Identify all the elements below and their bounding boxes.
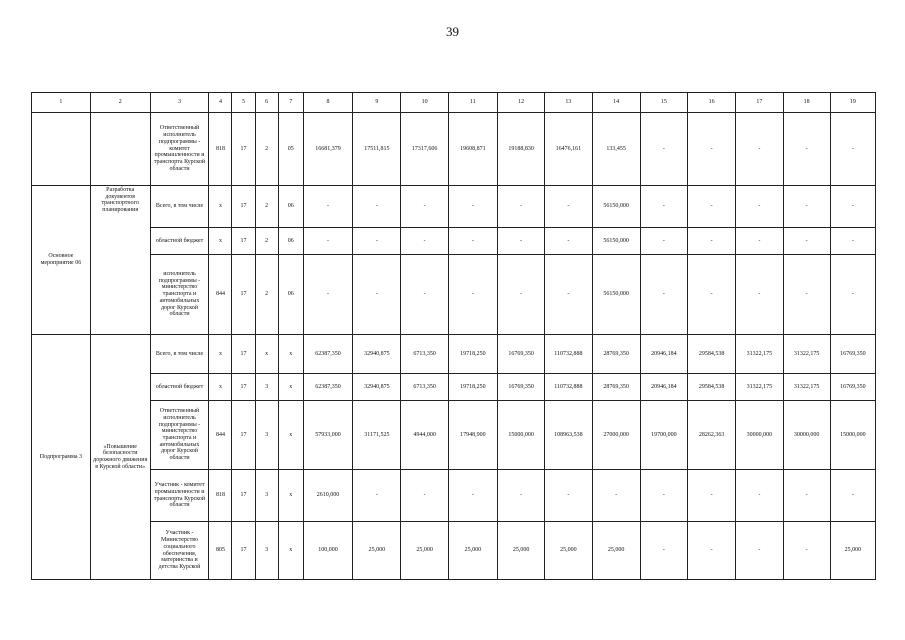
- table-cell: 25,000: [545, 522, 592, 580]
- table-cell: [32, 113, 91, 186]
- column-number: 16: [688, 93, 736, 113]
- column-number: 18: [783, 93, 830, 113]
- table-row: [32, 113, 876, 186]
- table-cell: -: [545, 228, 592, 255]
- table-cell: 56150,000: [592, 255, 640, 335]
- row-description: Ответственный исполнитель подпрограммы - комитет промышленности и транспорта Курской области: [150, 113, 209, 186]
- table-cell: 25,000: [401, 522, 448, 580]
- table-cell: 16769,350: [830, 335, 875, 374]
- table-cell: х: [209, 374, 232, 401]
- subprogram-description: «Повышение безопасности дорожного движения в Курской области»: [90, 335, 150, 580]
- table-cell: -: [783, 470, 830, 522]
- table-cell: 06: [278, 255, 303, 335]
- table-cell: 62387,350: [303, 335, 352, 374]
- row-description: исполнитель подпрограммы - министерство транспорта и автомобильных дорог Курской области: [150, 255, 209, 335]
- table-cell: -: [640, 186, 687, 228]
- column-number: 8: [303, 93, 352, 113]
- column-number: 3: [150, 93, 209, 113]
- column-number: 10: [401, 93, 448, 113]
- table-cell: 19718,250: [448, 374, 497, 401]
- table-cell: -: [688, 186, 736, 228]
- table-cell: 17511,815: [353, 113, 401, 186]
- column-number: 13: [545, 93, 592, 113]
- table-cell: 17: [232, 113, 255, 186]
- event-description: Разработка документов транспортного планирования: [90, 186, 150, 335]
- table-row: [32, 335, 876, 374]
- table-cell: 31322,175: [736, 335, 783, 374]
- table-cell: -: [303, 255, 352, 335]
- table-cell: -: [736, 470, 783, 522]
- row-description: Всего, в том числе: [150, 335, 209, 374]
- column-number: 2: [90, 93, 150, 113]
- table-cell: -: [401, 186, 448, 228]
- table-cell: 17: [232, 186, 255, 228]
- table-cell: 2: [255, 113, 278, 186]
- table-cell: -: [830, 228, 875, 255]
- table-cell: 31171,525: [353, 401, 401, 470]
- table-cell: 25,000: [498, 522, 545, 580]
- table-cell: -: [303, 186, 352, 228]
- table-cell: 17: [232, 470, 255, 522]
- row-description: Участник - комитет промышленности и транспорта Курской области: [150, 470, 209, 522]
- table-cell: 17: [232, 335, 255, 374]
- column-number: 6: [255, 93, 278, 113]
- table-cell: 19718,250: [448, 335, 497, 374]
- table-row: [32, 255, 876, 335]
- table-cell: 110732,888: [545, 374, 592, 401]
- column-number: 19: [830, 93, 875, 113]
- table-cell: 56150,000: [592, 186, 640, 228]
- table-cell: 100,000: [303, 522, 352, 580]
- table-row: [32, 522, 876, 580]
- table-cell: -: [401, 470, 448, 522]
- table-cell: 2: [255, 228, 278, 255]
- table-cell: 05: [278, 113, 303, 186]
- table-cell: 06: [278, 186, 303, 228]
- table-cell: -: [640, 255, 687, 335]
- subprogram-label: Подпрограмма 3: [32, 335, 91, 580]
- column-number: 11: [448, 93, 497, 113]
- table-cell: -: [353, 186, 401, 228]
- table-cell: 2: [255, 255, 278, 335]
- table-cell: 27000,000: [592, 401, 640, 470]
- table-cell: 16769,350: [498, 335, 545, 374]
- table-cell: х: [278, 374, 303, 401]
- table-cell: 28262,363: [688, 401, 736, 470]
- table-cell: х: [209, 228, 232, 255]
- table-cell: 15000,000: [830, 401, 875, 470]
- table-cell: -: [303, 228, 352, 255]
- table-row: [32, 228, 876, 255]
- table-cell: 25,000: [353, 522, 401, 580]
- column-number: 15: [640, 93, 687, 113]
- column-number: 9: [353, 93, 401, 113]
- table-cell: х: [278, 335, 303, 374]
- table-cell: -: [401, 255, 448, 335]
- table-cell: 30000,000: [736, 401, 783, 470]
- table-cell: 17: [232, 401, 255, 470]
- table-cell: -: [353, 255, 401, 335]
- row-description: Всего, в том числе: [150, 186, 209, 228]
- table-cell: -: [783, 113, 830, 186]
- table-cell: -: [783, 228, 830, 255]
- table-cell: -: [830, 113, 875, 186]
- table-cell: -: [640, 522, 687, 580]
- table-cell: 20946,184: [640, 374, 687, 401]
- table-cell: 19700,000: [640, 401, 687, 470]
- page-number: 39: [446, 24, 459, 39]
- table-cell: -: [688, 113, 736, 186]
- table-cell: -: [448, 470, 497, 522]
- table-row: [32, 186, 876, 228]
- table-cell: -: [736, 186, 783, 228]
- table-cell: -: [401, 228, 448, 255]
- table-cell: 25,000: [830, 522, 875, 580]
- table-cell: -: [830, 470, 875, 522]
- column-number-row: [32, 93, 876, 113]
- table-cell: 19608,871: [448, 113, 497, 186]
- table-cell: 17948,900: [448, 401, 497, 470]
- table-row: [32, 401, 876, 470]
- table-cell: -: [498, 228, 545, 255]
- table-cell: 3: [255, 374, 278, 401]
- table-cell: 31322,175: [783, 374, 830, 401]
- table-cell: 805: [209, 522, 232, 580]
- table-cell: 17: [232, 522, 255, 580]
- table-cell: -: [688, 522, 736, 580]
- table-cell: 28769,350: [592, 374, 640, 401]
- table-cell: 30000,000: [783, 401, 830, 470]
- table-cell: 56150,000: [592, 228, 640, 255]
- column-number: 4: [209, 93, 232, 113]
- table-cell: 20946,184: [640, 335, 687, 374]
- table-cell: х: [278, 470, 303, 522]
- table-cell: х: [209, 335, 232, 374]
- table-cell: 29584,538: [688, 335, 736, 374]
- table-cell: 17: [232, 255, 255, 335]
- table-cell: -: [736, 113, 783, 186]
- table-cell: 31322,175: [736, 374, 783, 401]
- table-cell: 3: [255, 470, 278, 522]
- table-cell: 17317,606: [401, 113, 448, 186]
- table-cell: 818: [209, 470, 232, 522]
- table-cell: 3: [255, 401, 278, 470]
- table-cell: х: [278, 401, 303, 470]
- table-cell: -: [545, 255, 592, 335]
- table-cell: -: [545, 186, 592, 228]
- row-description: Участник - Министерство социального обеспечения, материнства и детства Курской: [150, 522, 209, 580]
- row-description: Ответственный исполнитель подпрограммы - министерство транспорта и автомобильных дорог Курской области: [150, 401, 209, 470]
- table-cell: 25,000: [448, 522, 497, 580]
- table-cell: -: [736, 255, 783, 335]
- table-cell: -: [448, 228, 497, 255]
- table-cell: -: [353, 470, 401, 522]
- table-cell: 62387,350: [303, 374, 352, 401]
- table-cell: [90, 113, 150, 186]
- column-number: 12: [498, 93, 545, 113]
- table-cell: 844: [209, 401, 232, 470]
- table-cell: -: [545, 470, 592, 522]
- table-cell: 32940,875: [353, 374, 401, 401]
- table-cell: 108963,538: [545, 401, 592, 470]
- table-cell: -: [640, 470, 687, 522]
- table-cell: -: [640, 113, 687, 186]
- table-cell: -: [640, 228, 687, 255]
- table-cell: 32940,875: [353, 335, 401, 374]
- table-cell: -: [592, 470, 640, 522]
- table-cell: 2610,000: [303, 470, 352, 522]
- row-description: областной бюджет: [150, 374, 209, 401]
- table-cell: 16476,161: [545, 113, 592, 186]
- table-cell: -: [688, 470, 736, 522]
- table-cell: -: [448, 186, 497, 228]
- table-cell: 17: [232, 228, 255, 255]
- table-cell: 28769,350: [592, 335, 640, 374]
- table-cell: -: [353, 228, 401, 255]
- table-cell: 2: [255, 186, 278, 228]
- table-cell: 6713,350: [401, 335, 448, 374]
- row-description: областной бюджет: [150, 228, 209, 255]
- column-number: 5: [232, 93, 255, 113]
- table-cell: 844: [209, 255, 232, 335]
- table-cell: -: [783, 522, 830, 580]
- table-cell: 16681,379: [303, 113, 352, 186]
- table-cell: -: [736, 522, 783, 580]
- column-number: 1: [32, 93, 91, 113]
- table-cell: 06: [278, 228, 303, 255]
- table-cell: 25,000: [592, 522, 640, 580]
- table-cell: 3: [255, 522, 278, 580]
- table-cell: 29584,538: [688, 374, 736, 401]
- table-cell: 16769,350: [830, 374, 875, 401]
- table-cell: 31322,175: [783, 335, 830, 374]
- table-cell: х: [255, 335, 278, 374]
- table-cell: 16769,350: [498, 374, 545, 401]
- table-row: [32, 470, 876, 522]
- table-cell: 110732,888: [545, 335, 592, 374]
- table-cell: 17: [232, 374, 255, 401]
- table-cell: х: [209, 186, 232, 228]
- table-cell: -: [448, 255, 497, 335]
- table-cell: 4944,000: [401, 401, 448, 470]
- table-cell: 6713,350: [401, 374, 448, 401]
- table-cell: -: [830, 255, 875, 335]
- table-cell: -: [498, 470, 545, 522]
- table-cell: -: [688, 255, 736, 335]
- table-cell: -: [498, 186, 545, 228]
- table-cell: 133,455: [592, 113, 640, 186]
- column-number: 14: [592, 93, 640, 113]
- table-cell: -: [783, 186, 830, 228]
- table-cell: 15000,000: [498, 401, 545, 470]
- main-event-label: Основное мероприятие 06: [32, 186, 91, 335]
- table-cell: 818: [209, 113, 232, 186]
- table-cell: -: [736, 228, 783, 255]
- column-number: 7: [278, 93, 303, 113]
- table-row: [32, 374, 876, 401]
- table-cell: -: [688, 228, 736, 255]
- column-number: 17: [736, 93, 783, 113]
- table-cell: -: [498, 255, 545, 335]
- table-cell: 19188,830: [498, 113, 545, 186]
- budget-table: [31, 92, 876, 580]
- table-cell: 57933,000: [303, 401, 352, 470]
- table-cell: -: [783, 255, 830, 335]
- table-cell: -: [830, 186, 875, 228]
- table-cell: х: [278, 522, 303, 580]
